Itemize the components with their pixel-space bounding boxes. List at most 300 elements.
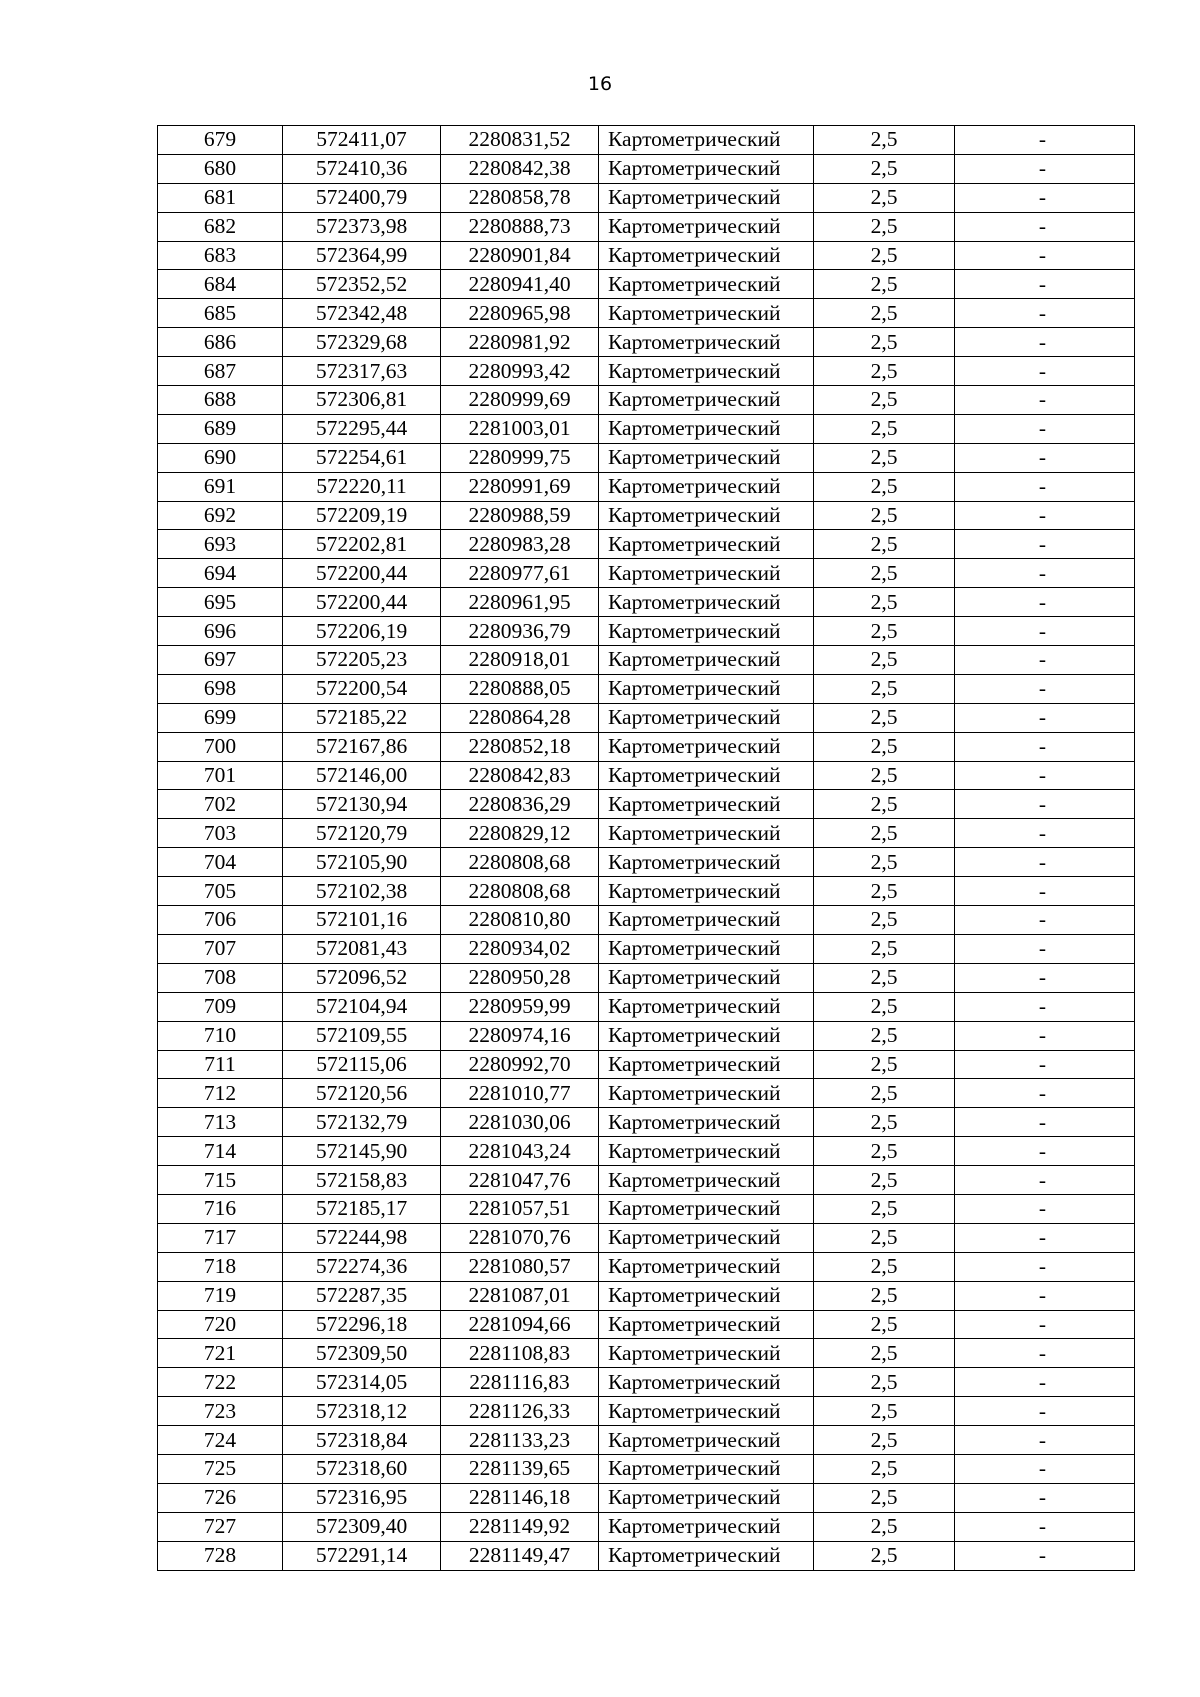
x-coordinate-cell: 572205,23	[283, 646, 441, 675]
note-cell: -	[955, 703, 1135, 732]
x-coordinate-cell: 572209,19	[283, 501, 441, 530]
note-cell: -	[955, 1252, 1135, 1281]
table-row	[158, 328, 1135, 357]
point-number-cell: 700	[158, 732, 283, 761]
table-row	[158, 1339, 1135, 1368]
x-coordinate-cell: 572132,79	[283, 1108, 441, 1137]
point-number-cell: 722	[158, 1368, 283, 1397]
accuracy-cell: 2,5	[814, 761, 955, 790]
point-number-cell: 711	[158, 1050, 283, 1079]
method-cell: Картометрический	[599, 1339, 814, 1368]
table-row	[158, 530, 1135, 559]
accuracy-cell: 2,5	[814, 1223, 955, 1252]
point-number-cell: 713	[158, 1108, 283, 1137]
accuracy-cell: 2,5	[814, 299, 955, 328]
x-coordinate-cell: 572306,81	[283, 386, 441, 415]
accuracy-cell: 2,5	[814, 1021, 955, 1050]
x-coordinate-cell: 572096,52	[283, 963, 441, 992]
y-coordinate-cell: 2281149,47	[441, 1541, 599, 1570]
table-row	[158, 819, 1135, 848]
table-row	[158, 1079, 1135, 1108]
x-coordinate-cell: 572220,11	[283, 472, 441, 501]
table-row	[158, 674, 1135, 703]
y-coordinate-cell: 2281087,01	[441, 1281, 599, 1310]
method-cell: Картометрический	[599, 1512, 814, 1541]
accuracy-cell: 2,5	[814, 154, 955, 183]
point-number-cell: 686	[158, 328, 283, 357]
point-number-cell: 689	[158, 414, 283, 443]
point-number-cell: 698	[158, 674, 283, 703]
x-coordinate-cell: 572185,22	[283, 703, 441, 732]
point-number-cell: 697	[158, 646, 283, 675]
x-coordinate-cell: 572411,07	[283, 126, 441, 155]
point-number-cell: 725	[158, 1454, 283, 1483]
method-cell: Картометрический	[599, 1108, 814, 1137]
point-number-cell: 706	[158, 906, 283, 935]
x-coordinate-cell: 572318,84	[283, 1426, 441, 1455]
method-cell: Картометрический	[599, 1079, 814, 1108]
point-number-cell: 728	[158, 1541, 283, 1570]
note-cell: -	[955, 212, 1135, 241]
note-cell: -	[955, 241, 1135, 270]
accuracy-cell: 2,5	[814, 1108, 955, 1137]
y-coordinate-cell: 2281003,01	[441, 414, 599, 443]
method-cell: Картометрический	[599, 328, 814, 357]
table-row	[158, 1252, 1135, 1281]
point-number-cell: 721	[158, 1339, 283, 1368]
accuracy-cell: 2,5	[814, 530, 955, 559]
x-coordinate-cell: 572145,90	[283, 1137, 441, 1166]
accuracy-cell: 2,5	[814, 819, 955, 848]
y-coordinate-cell: 2280810,80	[441, 906, 599, 935]
table-row	[158, 1137, 1135, 1166]
point-number-cell: 683	[158, 241, 283, 270]
note-cell: -	[955, 617, 1135, 646]
point-number-cell: 691	[158, 472, 283, 501]
note-cell: -	[955, 299, 1135, 328]
accuracy-cell: 2,5	[814, 1281, 955, 1310]
table-row	[158, 1166, 1135, 1195]
x-coordinate-cell: 572287,35	[283, 1281, 441, 1310]
note-cell: -	[955, 1426, 1135, 1455]
page-number: 16	[587, 73, 613, 95]
note-cell: -	[955, 1541, 1135, 1570]
x-coordinate-cell: 572120,79	[283, 819, 441, 848]
method-cell: Картометрический	[599, 1368, 814, 1397]
method-cell: Картометрический	[599, 241, 814, 270]
x-coordinate-cell: 572364,99	[283, 241, 441, 270]
method-cell: Картометрический	[599, 906, 814, 935]
accuracy-cell: 2,5	[814, 1079, 955, 1108]
method-cell: Картометрический	[599, 357, 814, 386]
accuracy-cell: 2,5	[814, 183, 955, 212]
accuracy-cell: 2,5	[814, 877, 955, 906]
method-cell: Картометрический	[599, 703, 814, 732]
note-cell: -	[955, 154, 1135, 183]
method-cell: Картометрический	[599, 732, 814, 761]
table-row	[158, 906, 1135, 935]
y-coordinate-cell: 2281116,83	[441, 1368, 599, 1397]
table-row	[158, 154, 1135, 183]
method-cell: Картометрический	[599, 1166, 814, 1195]
y-coordinate-cell: 2281149,92	[441, 1512, 599, 1541]
y-coordinate-cell: 2281146,18	[441, 1483, 599, 1512]
note-cell: -	[955, 443, 1135, 472]
point-number-cell: 692	[158, 501, 283, 530]
note-cell: -	[955, 1397, 1135, 1426]
y-coordinate-cell: 2281094,66	[441, 1310, 599, 1339]
x-coordinate-cell: 572146,00	[283, 761, 441, 790]
table-row	[158, 241, 1135, 270]
method-cell: Картометрический	[599, 588, 814, 617]
x-coordinate-cell: 572295,44	[283, 414, 441, 443]
y-coordinate-cell: 2280959,99	[441, 992, 599, 1021]
x-coordinate-cell: 572314,05	[283, 1368, 441, 1397]
method-cell: Картометрический	[599, 1310, 814, 1339]
accuracy-cell: 2,5	[814, 443, 955, 472]
note-cell: -	[955, 934, 1135, 963]
accuracy-cell: 2,5	[814, 212, 955, 241]
accuracy-cell: 2,5	[814, 386, 955, 415]
accuracy-cell: 2,5	[814, 1310, 955, 1339]
note-cell: -	[955, 559, 1135, 588]
note-cell: -	[955, 126, 1135, 155]
y-coordinate-cell: 2280965,98	[441, 299, 599, 328]
accuracy-cell: 2,5	[814, 1050, 955, 1079]
note-cell: -	[955, 183, 1135, 212]
table-row	[158, 963, 1135, 992]
y-coordinate-cell: 2280993,42	[441, 357, 599, 386]
table-row	[158, 1368, 1135, 1397]
note-cell: -	[955, 588, 1135, 617]
table-row	[158, 877, 1135, 906]
y-coordinate-cell: 2280901,84	[441, 241, 599, 270]
method-cell: Картометрический	[599, 386, 814, 415]
x-coordinate-cell: 572318,60	[283, 1454, 441, 1483]
y-coordinate-cell: 2280858,78	[441, 183, 599, 212]
note-cell: -	[955, 1108, 1135, 1137]
y-coordinate-cell: 2280999,75	[441, 443, 599, 472]
accuracy-cell: 2,5	[814, 646, 955, 675]
accuracy-cell: 2,5	[814, 1368, 955, 1397]
note-cell: -	[955, 1512, 1135, 1541]
method-cell: Картометрический	[599, 1426, 814, 1455]
x-coordinate-cell: 572185,17	[283, 1194, 441, 1223]
accuracy-cell: 2,5	[814, 501, 955, 530]
method-cell: Картометрический	[599, 674, 814, 703]
method-cell: Картометрический	[599, 848, 814, 877]
point-number-cell: 690	[158, 443, 283, 472]
point-number-cell: 718	[158, 1252, 283, 1281]
point-number-cell: 715	[158, 1166, 283, 1195]
x-coordinate-cell: 572296,18	[283, 1310, 441, 1339]
note-cell: -	[955, 906, 1135, 935]
table-row	[158, 703, 1135, 732]
method-cell: Картометрический	[599, 472, 814, 501]
table-row	[158, 617, 1135, 646]
table-row	[158, 1108, 1135, 1137]
accuracy-cell: 2,5	[814, 617, 955, 646]
x-coordinate-cell: 572202,81	[283, 530, 441, 559]
x-coordinate-cell: 572115,06	[283, 1050, 441, 1079]
accuracy-cell: 2,5	[814, 126, 955, 155]
note-cell: -	[955, 530, 1135, 559]
method-cell: Картометрический	[599, 299, 814, 328]
note-cell: -	[955, 386, 1135, 415]
y-coordinate-cell: 2280829,12	[441, 819, 599, 848]
point-number-cell: 693	[158, 530, 283, 559]
method-cell: Картометрический	[599, 1281, 814, 1310]
table-row	[158, 414, 1135, 443]
table-row	[158, 732, 1135, 761]
y-coordinate-cell: 2280999,69	[441, 386, 599, 415]
point-number-cell: 712	[158, 1079, 283, 1108]
note-cell: -	[955, 848, 1135, 877]
point-number-cell: 702	[158, 790, 283, 819]
note-cell: -	[955, 790, 1135, 819]
table-body	[158, 126, 1135, 1571]
table-row	[158, 1050, 1135, 1079]
table-row	[158, 270, 1135, 299]
method-cell: Картометрический	[599, 934, 814, 963]
note-cell: -	[955, 357, 1135, 386]
note-cell: -	[955, 328, 1135, 357]
note-cell: -	[955, 1079, 1135, 1108]
note-cell: -	[955, 761, 1135, 790]
x-coordinate-cell: 572410,36	[283, 154, 441, 183]
x-coordinate-cell: 572120,56	[283, 1079, 441, 1108]
point-number-cell: 717	[158, 1223, 283, 1252]
table-row	[158, 1021, 1135, 1050]
accuracy-cell: 2,5	[814, 414, 955, 443]
note-cell: -	[955, 1454, 1135, 1483]
point-number-cell: 705	[158, 877, 283, 906]
method-cell: Картометрический	[599, 270, 814, 299]
note-cell: -	[955, 1194, 1135, 1223]
x-coordinate-cell: 572200,44	[283, 588, 441, 617]
method-cell: Картометрический	[599, 646, 814, 675]
accuracy-cell: 2,5	[814, 790, 955, 819]
point-number-cell: 685	[158, 299, 283, 328]
point-number-cell: 726	[158, 1483, 283, 1512]
x-coordinate-cell: 572317,63	[283, 357, 441, 386]
y-coordinate-cell: 2281126,33	[441, 1397, 599, 1426]
point-number-cell: 710	[158, 1021, 283, 1050]
table-row	[158, 646, 1135, 675]
y-coordinate-cell: 2281047,76	[441, 1166, 599, 1195]
y-coordinate-cell: 2280950,28	[441, 963, 599, 992]
y-coordinate-cell: 2281010,77	[441, 1079, 599, 1108]
note-cell: -	[955, 674, 1135, 703]
note-cell: -	[955, 819, 1135, 848]
method-cell: Картометрический	[599, 501, 814, 530]
method-cell: Картометрический	[599, 617, 814, 646]
y-coordinate-cell: 2280981,92	[441, 328, 599, 357]
y-coordinate-cell: 2280977,61	[441, 559, 599, 588]
accuracy-cell: 2,5	[814, 241, 955, 270]
method-cell: Картометрический	[599, 443, 814, 472]
method-cell: Картометрический	[599, 126, 814, 155]
table-row	[158, 212, 1135, 241]
accuracy-cell: 2,5	[814, 357, 955, 386]
accuracy-cell: 2,5	[814, 848, 955, 877]
accuracy-cell: 2,5	[814, 703, 955, 732]
accuracy-cell: 2,5	[814, 1339, 955, 1368]
point-number-cell: 699	[158, 703, 283, 732]
x-coordinate-cell: 572158,83	[283, 1166, 441, 1195]
table-row	[158, 1310, 1135, 1339]
table-row	[158, 299, 1135, 328]
method-cell: Картометрический	[599, 1194, 814, 1223]
note-cell: -	[955, 646, 1135, 675]
method-cell: Картометрический	[599, 963, 814, 992]
point-number-cell: 708	[158, 963, 283, 992]
x-coordinate-cell: 572373,98	[283, 212, 441, 241]
x-coordinate-cell: 572104,94	[283, 992, 441, 1021]
note-cell: -	[955, 501, 1135, 530]
note-cell: -	[955, 877, 1135, 906]
point-number-cell: 684	[158, 270, 283, 299]
note-cell: -	[955, 1223, 1135, 1252]
x-coordinate-cell: 572167,86	[283, 732, 441, 761]
table-row	[158, 1512, 1135, 1541]
method-cell: Картометрический	[599, 790, 814, 819]
table-row	[158, 1541, 1135, 1570]
y-coordinate-cell: 2281030,06	[441, 1108, 599, 1137]
note-cell: -	[955, 1050, 1135, 1079]
table-row	[158, 1454, 1135, 1483]
y-coordinate-cell: 2281057,51	[441, 1194, 599, 1223]
x-coordinate-cell: 572316,95	[283, 1483, 441, 1512]
table-row	[158, 501, 1135, 530]
y-coordinate-cell: 2280852,18	[441, 732, 599, 761]
y-coordinate-cell: 2281133,23	[441, 1426, 599, 1455]
note-cell: -	[955, 1368, 1135, 1397]
x-coordinate-cell: 572329,68	[283, 328, 441, 357]
accuracy-cell: 2,5	[814, 906, 955, 935]
y-coordinate-cell: 2280983,28	[441, 530, 599, 559]
point-number-cell: 727	[158, 1512, 283, 1541]
note-cell: -	[955, 270, 1135, 299]
y-coordinate-cell: 2281139,65	[441, 1454, 599, 1483]
point-number-cell: 680	[158, 154, 283, 183]
method-cell: Картометрический	[599, 212, 814, 241]
table-row	[158, 848, 1135, 877]
x-coordinate-cell: 572200,44	[283, 559, 441, 588]
point-number-cell: 709	[158, 992, 283, 1021]
accuracy-cell: 2,5	[814, 588, 955, 617]
accuracy-cell: 2,5	[814, 472, 955, 501]
point-number-cell: 716	[158, 1194, 283, 1223]
x-coordinate-cell: 572081,43	[283, 934, 441, 963]
y-coordinate-cell: 2280992,70	[441, 1050, 599, 1079]
point-number-cell: 695	[158, 588, 283, 617]
accuracy-cell: 2,5	[814, 674, 955, 703]
method-cell: Картометрический	[599, 530, 814, 559]
note-cell: -	[955, 1281, 1135, 1310]
x-coordinate-cell: 572109,55	[283, 1021, 441, 1050]
x-coordinate-cell: 572254,61	[283, 443, 441, 472]
table-row	[158, 1194, 1135, 1223]
table-row	[158, 992, 1135, 1021]
x-coordinate-cell: 572101,16	[283, 906, 441, 935]
point-number-cell: 688	[158, 386, 283, 415]
method-cell: Картометрический	[599, 1541, 814, 1570]
point-number-cell: 679	[158, 126, 283, 155]
table-row	[158, 934, 1135, 963]
x-coordinate-cell: 572274,36	[283, 1252, 441, 1281]
y-coordinate-cell: 2280936,79	[441, 617, 599, 646]
x-coordinate-cell: 572309,50	[283, 1339, 441, 1368]
method-cell: Картометрический	[599, 819, 814, 848]
table-row	[158, 588, 1135, 617]
y-coordinate-cell: 2281070,76	[441, 1223, 599, 1252]
note-cell: -	[955, 1137, 1135, 1166]
x-coordinate-cell: 572309,40	[283, 1512, 441, 1541]
y-coordinate-cell: 2280961,95	[441, 588, 599, 617]
table-row	[158, 1483, 1135, 1512]
accuracy-cell: 2,5	[814, 963, 955, 992]
x-coordinate-cell: 572102,38	[283, 877, 441, 906]
table-row	[158, 1426, 1135, 1455]
accuracy-cell: 2,5	[814, 1137, 955, 1166]
y-coordinate-cell: 2280974,16	[441, 1021, 599, 1050]
y-coordinate-cell: 2280934,02	[441, 934, 599, 963]
point-number-cell: 696	[158, 617, 283, 646]
table-row	[158, 126, 1135, 155]
point-number-cell: 724	[158, 1426, 283, 1455]
method-cell: Картометрический	[599, 1483, 814, 1512]
point-number-cell: 687	[158, 357, 283, 386]
accuracy-cell: 2,5	[814, 559, 955, 588]
accuracy-cell: 2,5	[814, 1252, 955, 1281]
x-coordinate-cell: 572105,90	[283, 848, 441, 877]
y-coordinate-cell: 2280864,28	[441, 703, 599, 732]
table-row	[158, 1281, 1135, 1310]
method-cell: Картометрический	[599, 1021, 814, 1050]
point-number-cell: 714	[158, 1137, 283, 1166]
table-row	[158, 386, 1135, 415]
method-cell: Картометрический	[599, 1050, 814, 1079]
y-coordinate-cell: 2280888,05	[441, 674, 599, 703]
table-row	[158, 761, 1135, 790]
y-coordinate-cell: 2280941,40	[441, 270, 599, 299]
y-coordinate-cell: 2280808,68	[441, 877, 599, 906]
accuracy-cell: 2,5	[814, 1166, 955, 1195]
note-cell: -	[955, 472, 1135, 501]
note-cell: -	[955, 414, 1135, 443]
x-coordinate-cell: 572200,54	[283, 674, 441, 703]
note-cell: -	[955, 992, 1135, 1021]
y-coordinate-cell: 2281080,57	[441, 1252, 599, 1281]
point-number-cell: 701	[158, 761, 283, 790]
accuracy-cell: 2,5	[814, 1397, 955, 1426]
point-number-cell: 703	[158, 819, 283, 848]
y-coordinate-cell: 2280888,73	[441, 212, 599, 241]
table-row	[158, 443, 1135, 472]
accuracy-cell: 2,5	[814, 270, 955, 299]
x-coordinate-cell: 572291,14	[283, 1541, 441, 1570]
y-coordinate-cell: 2280842,83	[441, 761, 599, 790]
table-row	[158, 1397, 1135, 1426]
y-coordinate-cell: 2280991,69	[441, 472, 599, 501]
point-number-cell: 681	[158, 183, 283, 212]
y-coordinate-cell: 2280808,68	[441, 848, 599, 877]
y-coordinate-cell: 2280842,38	[441, 154, 599, 183]
accuracy-cell: 2,5	[814, 1194, 955, 1223]
note-cell: -	[955, 1483, 1135, 1512]
accuracy-cell: 2,5	[814, 992, 955, 1021]
